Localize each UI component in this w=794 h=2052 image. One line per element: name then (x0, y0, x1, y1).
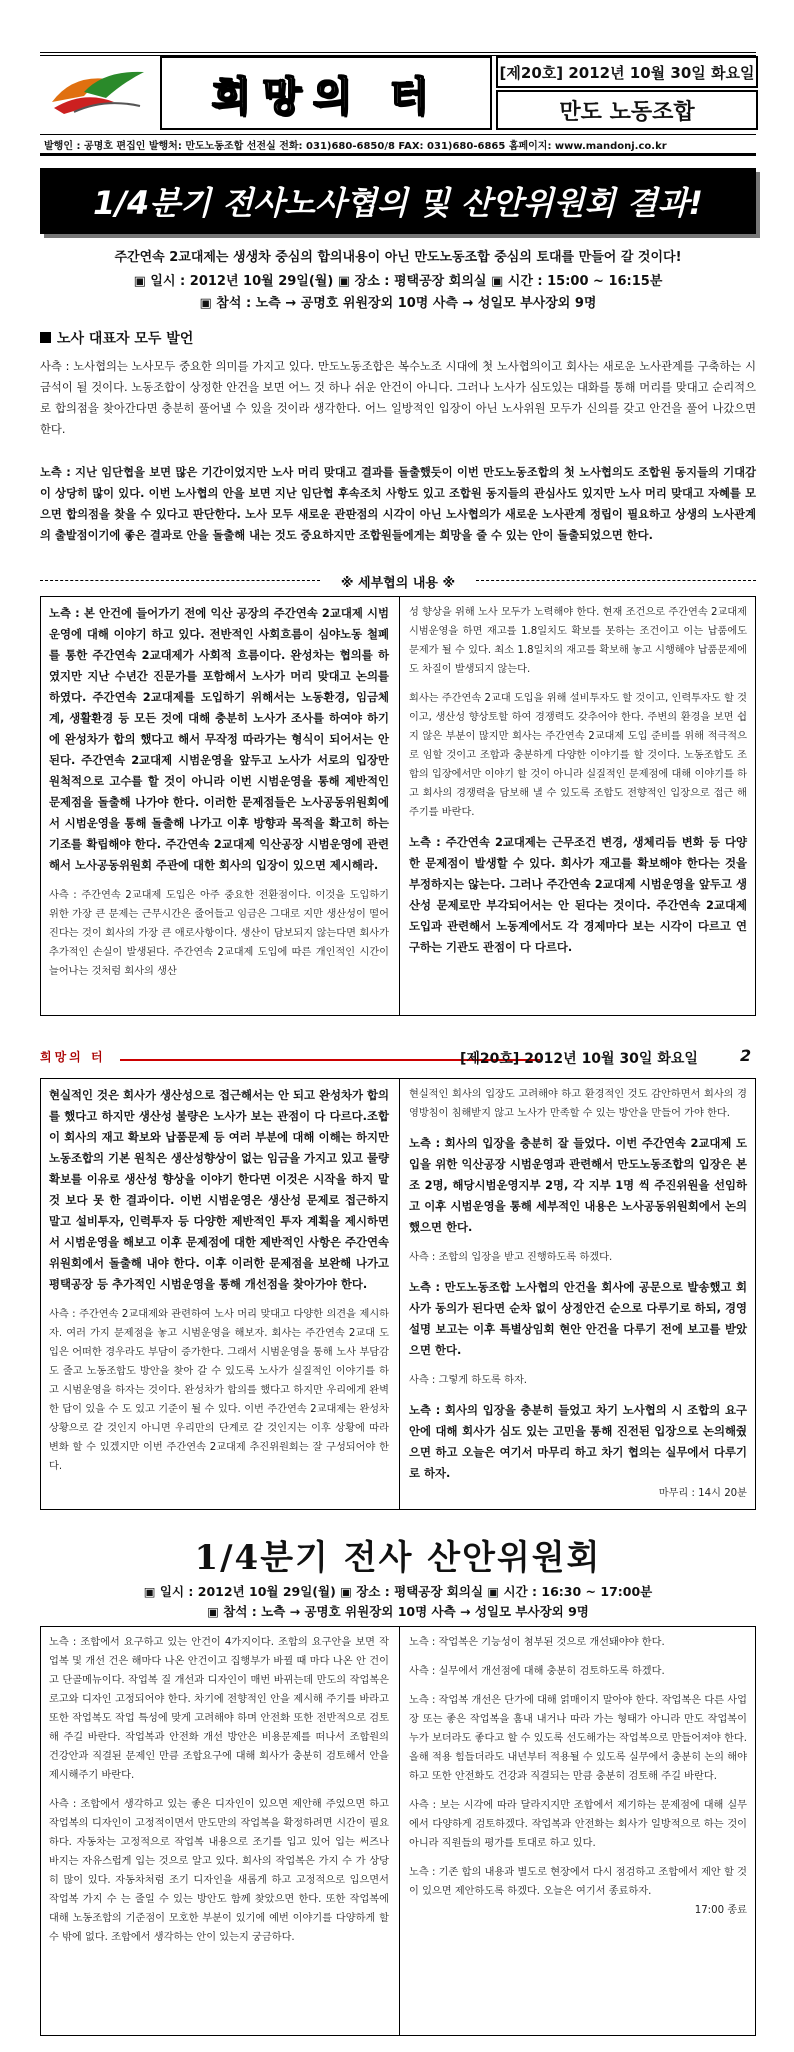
right-column (409, 1633, 747, 1920)
column-divider (399, 1627, 400, 2035)
page2-logo: 희망의 터 (40, 1050, 106, 1064)
newsletter-title: 희망의 터 (160, 56, 492, 130)
management-speech: 사측 : 노사협의는 노사모두 중요한 의미를 가지고 있다. 만도노동조합은 복수노조 시대에 첫 노사협의이고 회사는 새로운 노사관계를 구축하는 시금석이 될 것이다. 노동조합이 상정한 안건을 보면 어느 것 하나 쉬운 안건이 아니다. 그러나 노사가 심도있는 대화를 통해 머리를 맞대고 순리적으로 합의점을 찾아간다면 충분히 풀어낼 수 있을 것이라 생각한다. 어느 일방적인 입장이 아닌 노사위원 모두가 신의를 갖고 안건을 풀어 나갔으면 한다. (40, 360, 756, 436)
section-title-text: 노사 대표자 모두 발언 (57, 331, 194, 347)
publisher-info: 발행인 : 공명호 편집인 발행처: 만도노동조합 선전실 전화: 031)680-6850/8 FAX: 031)680-6865 홈페이지: www.mandonj.co.kr (44, 140, 667, 152)
publisher-bar (40, 134, 756, 156)
left-column (49, 1633, 389, 1947)
safety-meeting-time: ▣ 일시 : 2012년 10월 29일(월) ▣ 장소 : 평택공장 회의실 ▣ 시간 : 16:30 ~ 17:00분 (143, 1584, 653, 1599)
management-statement: 사측 : 주간연속 2교대제와 관련하여 노사 머리 맞대고 다양한 의견을 제시하자. 여러 가지 문제점을 놓고 시범운영을 해보자. 회사는 주간연속 2교대 도입은 어떠한 경우라도 부담이 증가한다. 그래서 시범운영을 통해 노사 부담감도 줄고 노동조합도 방안을 찾아 갈 수 있도록 노사가 실질적인 이야기를 하고 시범운영을 하자는 것이다. 완성차가 합의를 했다고 하지만 우리에게 완벽한 답이 있을 수 도 있고 기준이 될 수 있다. 이번 주간연속 2교대제는 완성차 상황으로 갈 것인지 아니면 우리만의 단계로 갈 것인지는 이후 상황에 따라 변화 할 수 있겠지만 이번 주간연속 2교대제 추진위원회는 잘 구성되어야 한다. (49, 1309, 389, 1472)
section-title-speeches (40, 328, 193, 348)
union-statement-2: 노측 : 작업복은 기능성이 첨부된 것으로 개선돼야야 한다. (409, 1637, 665, 1648)
union-statement-3: 노측 : 작업복 개선은 단가에 대해 얽매이지 말아야 한다. 작업복은 다른 사업장 또는 좋은 작업복을 훔내 내거나 따라 가는 형태가 아니라 만도 작업복이 누가 보더라도 좋다고 할 수 있도록 선도해가는 작업복으로 만들어져야 한다. 올해 적용 힘들더라도 내년부터 적용될 수 있도록 실무에서 충분히 논의 해야 하고 또한 안전화도 건강과 직결되는 만큼 충분히 검토해 주길 바란다. (409, 1695, 747, 1782)
management-statement-3: 사측 : 그렇게 하도록 하자. (409, 1375, 528, 1386)
management-statement-2: 사측 : 실무에서 개선점에 대해 충분히 검토하도록 하겠다. (409, 1666, 665, 1677)
column-divider (399, 597, 400, 1015)
management-statement-2: 회사는 주간연속 2교대 도입을 위해 설비투자도 할 것이고, 인력투자도 할 것이고, 생산성 향상토할 하여 경쟁력도 갖추어야 한다. 주변의 환경을 보면 쉽지 않은 부분이 많지만 회사는 주간연속 2교대제 도입 준비를 위해 적극적으로 임할 것이고 조합과 충분하게 다양한 이야기를 할 것이다. 노동조합도 조합의 입장에서만 이야기 할 것이 아니라 실질적인 문제점에 대해 이야기를 하고 회사의 경쟁력을 담보해 낼 수 있도록 조합도 전향적인 입장으로 접근 해주기를 바란다. (409, 693, 747, 818)
union-name: 만도 노동조합 (496, 90, 758, 130)
union-statement-4: 노측 : 기존 합의 내용과 별도로 현장에서 다시 점검하고 조합에서 제안 할 것이 있으면 제안하도록 하겠다. 오늘은 여기서 종료하자. (409, 1867, 747, 1897)
meeting-info-attendees: ▣ 참석 : 노측 → 공명호 위원장외 10명 사측 → 성일모 부사장외 9명 (199, 296, 597, 311)
issue-date: [제20호] 2012년 10월 30일 화요일 (496, 56, 758, 88)
headline: 1/4분기 전사노사협의 및 산안위원회 결과! (40, 168, 756, 234)
details-box-1 (40, 596, 756, 1016)
page-number: 2 (740, 1046, 752, 1065)
square-bullet-icon (40, 332, 51, 343)
details-title (40, 572, 756, 591)
management-statement: 사측 : 주간연속 2교대제 도입은 아주 중요한 전환점이다. 이것을 도입하기 위한 가장 큰 문제는 근무시간은 줄어들고 임금은 그대로 지만 생산성이 떨어진다는 것이 회사의 가장 큰 애로사항이다. 생산이 담보되지 않는다면 회사가 추가적인 손실이 발생된다. 주간연속 2교대제 도입에 따른 개인적인 시간이 늘어나는 것처럼 회사의 생산 (49, 890, 389, 977)
subheadline: 주간연속 2교대제는 생생차 중심의 합의내용이 아닌 만도노동조합 중심의 토대를 만들어 갈 것이다! (114, 250, 682, 265)
management-statement-3: 사측 : 보는 시각에 따라 달라지지만 조합에서 제기하는 문제점에 대해 실무에서 다양하게 검토하겠다. 작업복과 안전화는 회사가 일방적으로 하는 것이 아니라 직원들의 평가를 토대로 하고 있다. (409, 1800, 747, 1849)
management-statement-cont: 현실적인 회사의 입장도 고려해야 하고 환경적인 것도 감안하면서 회사의 경영방침이 침해받지 않고 노사가 만족할 수 있는 방안을 만들어 가야 한다. (409, 1089, 747, 1119)
safety-committee-title: 1/4분기 전사 산안위원회 (194, 1538, 602, 1578)
management-statement-2: 사측 : 조합의 입장을 받고 진행하도록 하겠다. (409, 1252, 613, 1263)
union-statement: 노측 : 본 안건에 들어가기 전에 익산 공장의 주간연속 2교대제 시범운영에 대해 이야기 하고 있다. 전반적인 사회흐름이 심야노동 철폐를 통한 주간연속 2교대제가 사회적 흐름이다. 완성차는 협의를 하였지만 지난 수년간 진문가를 포함해서 노사가 머리 맞대고 논의를 하였다. 주간연속 2교대제를 도입하기 위해서는 노동환경, 임금체계, 생활환경 등 모든 것에 대해 충분히 노사가 조사를 하여야 하기에 완성차가 합의 했다고 해서 무작정 따라가는 형식이 되어서는 안 된다. 주간연속 2교대제 시범운영을 앞두고 노사가 서로의 입장만 원척적으로 고수를 할 것이 아니라 이번 시범운영을 통해 제반적인 문제점을 돌출해 나가야 한다. 이러한 문제점들은 노사공동위원회에서 시범운영을 통해 돌출해 나가고 이후 방향과 목적을 확고히 하는 기조를 확립해야 한다. 주간연속 2교대제 익산공장 시범운영에 관련해서 노사공동위원회 주관에 대한 회사의 입장이 있으면 제시해라. (49, 606, 389, 872)
union-statement-2: 노측 : 회사의 입장을 충분히 잘 들었다. 이번 주간연속 2교대제 도입을 위한 익산공장 시범운영과 관련해서 만도노동조합의 입장은 본조 2명, 해당시범운영지부 2명, 각 지부 1명 씩 주진위원을 선임하고 이후 시범운영을 통해 세부적인 내용은 노사공동위원회에서 논의했으면 한다. (409, 1136, 747, 1234)
union-statement-4: 노측 : 회사의 입장을 충분히 들었고 차기 노사협의 시 조합의 요구안에 대해 회사가 심도 있는 고민을 통해 진전된 입장으로 논의해줬으면 하고 오늘은 여기서 마무리 하고 차기 협의는 실무에서 다루기로 하자. (409, 1403, 747, 1480)
left-column (49, 603, 389, 981)
union-statement-3: 노측 : 만도노동조합 노사협의 안건을 회사에 공문으로 발송했고 회사가 동의가 된다면 순차 없이 상정안건 순으로 다루기로 하되, 경영설명 보고는 이후 특별상임회 현안 안건을 다루기 전에 보고를 받았으면 한다. (409, 1280, 747, 1357)
union-statement: 노측 : 조합에서 요구하고 있는 안건이 4가지이다. 조합의 요구안을 보면 작업복 및 개선 건은 해마다 나온 안건이고 집행부가 바뀔 때 마다 나온 안 건이고 단골메뉴이다. 작업복 질 개선과 디자인이 매번 바뀌는데 만도의 작업복은 로고와 디자인 고정되어야 한다. 차기에 전향적인 안을 제시해 주기를 바라고 또한 작업복도 작업 특성에 맞게 고려해야 하며 안전화 또한 전반적으로 검토해 주길 바란다. 작업복과 안전화 개선 방안은 비용문제를 떠나서 조합원의 건강안과 직결된 문제인 만큼 조합요구에 대해 회사가 충분히 검토해서 안을 제시해주기 바란다. (49, 1637, 389, 1781)
management-statement-cont: 성 향상을 위해 노사 모두가 노력해야 한다. 현재 조건으로 주간연속 2교대제 시범운영을 하면 재고를 1.8일치도 확보를 못하는 조건이고 이는 납품에도 문제가 될 수 있다. 최소 1.8일치의 재고를 확보해 놓고 시행해야 납품문제에도 차질이 발생되지 않는다. (409, 607, 747, 675)
page2-issue-date: [제20호] 2012년 10월 30일 화요일 (460, 1051, 698, 1067)
meeting-info-time: ▣ 일시 : 2012년 10월 29일(월) ▣ 장소 : 평택공장 회의실 ▣ 시간 : 15:00 ~ 16:15분 (133, 274, 663, 289)
management-statement: 사측 : 조합에서 생각하고 있는 좋은 디자인이 있으면 제안해 주었으면 하고 작업복의 디자인이 고정적이면서 만도만의 작업복을 확정하려면 시간이 필요하다. 자동차는 고정적으로 작업복 내용으로 조기를 입고 있어 입는 써즈나 바지는 자유스럽게 입는 것으로 알고 있다. 회사의 작업복은 가지 수 가 상당히 많이 있다. 자동차처럼 조기 디자인을 새롭게 하고 고정적으로 입으면서 작업복 가지 수 는 줄일 수 있는 방안도 함께 찾았으면 한다. 또한 작업복에 대해 노동조합의 기준점이 모호한 부분이 있기에 예번 이야기를 다양하게 할 수 밖에 없다. 조합에서 생각하는 안이 있는지 궁금하다. (49, 1799, 389, 1943)
union-logo-icon (44, 62, 154, 124)
column-divider (399, 1079, 400, 1509)
union-statement: 현실적인 것은 회사가 생산성으로 접근해서는 안 되고 완성차가 합의를 했다고 하지만 생산성 불량은 노사가 보는 관점이 다 다르다.조합이 회사의 재고 확보와 납품문제 등 여러 부분에 대해 이해는 하지만 노동조합의 기본 원칙은 생산성향상이 없는 임금을 가지고 있고 물량 확보를 이유로 생산성 향상을 이야기 한다면 이것은 시작을 하지 말 것 보다 못 한 결과이다. 이번 시범운영은 생산성 문제로 접근하지 말고 설비투자, 인력투자 등 다양한 제반적인 투자 계획을 제시하면서 시범운영을 해보고 이후 문제점에 대한 제반적인 사항은 주간연속위원회에서 돌출해 내야 한다. 이후 이러한 문제점을 보완해 나가고 평택공장 등 추가적인 시범운영을 통해 개선점을 찾아가야 한다. (49, 1088, 389, 1291)
safety-meeting-attendees: ▣ 참석 : 노측 → 공명호 위원장외 10명 사측 → 성일모 부사장외 9명 (207, 1604, 589, 1619)
union-statement-2: 노측 : 주간연속 2교대제는 근무조건 변경, 생체리듬 변화 등 다양한 문제점이 발생할 수 있다. 회사가 재고를 확보해야 한다는 것을 부정하지는 않는다. 그러나 주간연속 2교대제 시범운영을 앞두고 생산성 문제로만 부각되어서는 안 된다는 것이다. 주간연속 2교대제 도입과 관련해서 노동계에서도 각 경제마다 보는 시각이 다르고 연구하는 기관도 관점이 다 다르다. (409, 835, 747, 954)
closing-time: 마무리 : 14시 20분 (658, 1488, 747, 1499)
safety-details-box (40, 1626, 756, 2036)
details-box-2 (40, 1078, 756, 1510)
details-title-text: ※ 세부협의 내용 ※ (340, 576, 456, 591)
closing-time: 17:00 종료 (694, 1905, 747, 1916)
right-column (409, 1085, 747, 1503)
left-column (49, 1085, 389, 1476)
union-speech: 노측 : 지난 임단협을 보면 많은 기간이었지만 노사 머리 맞대고 결과를 돌출했듯이 이번 만도노동조합의 첫 노사협의도 조합원 동지들의 기대감이 상당히 많이 있다. 이번 노사협의 안을 보면 지난 임단협 후속조치 사항도 있고 조합원 동지들의 관심사도 있지만 노사 머리 맞대고 자혜를 모으면 합의점을 찾을 수 있다고 판단한다. 노사 모두 새로운 관판점의 시각이 아닌 노사협의가 새로운 노사관계 정립이 필요하고 상생의 노사관계의 출발점이기에 좋은 결과로 안을 돌출해 내는 것도 중요하지만 조합원들에게는 희망을 줄 수 있는 안이 돌출되었으면 한다. (40, 466, 756, 542)
right-column (409, 603, 747, 958)
